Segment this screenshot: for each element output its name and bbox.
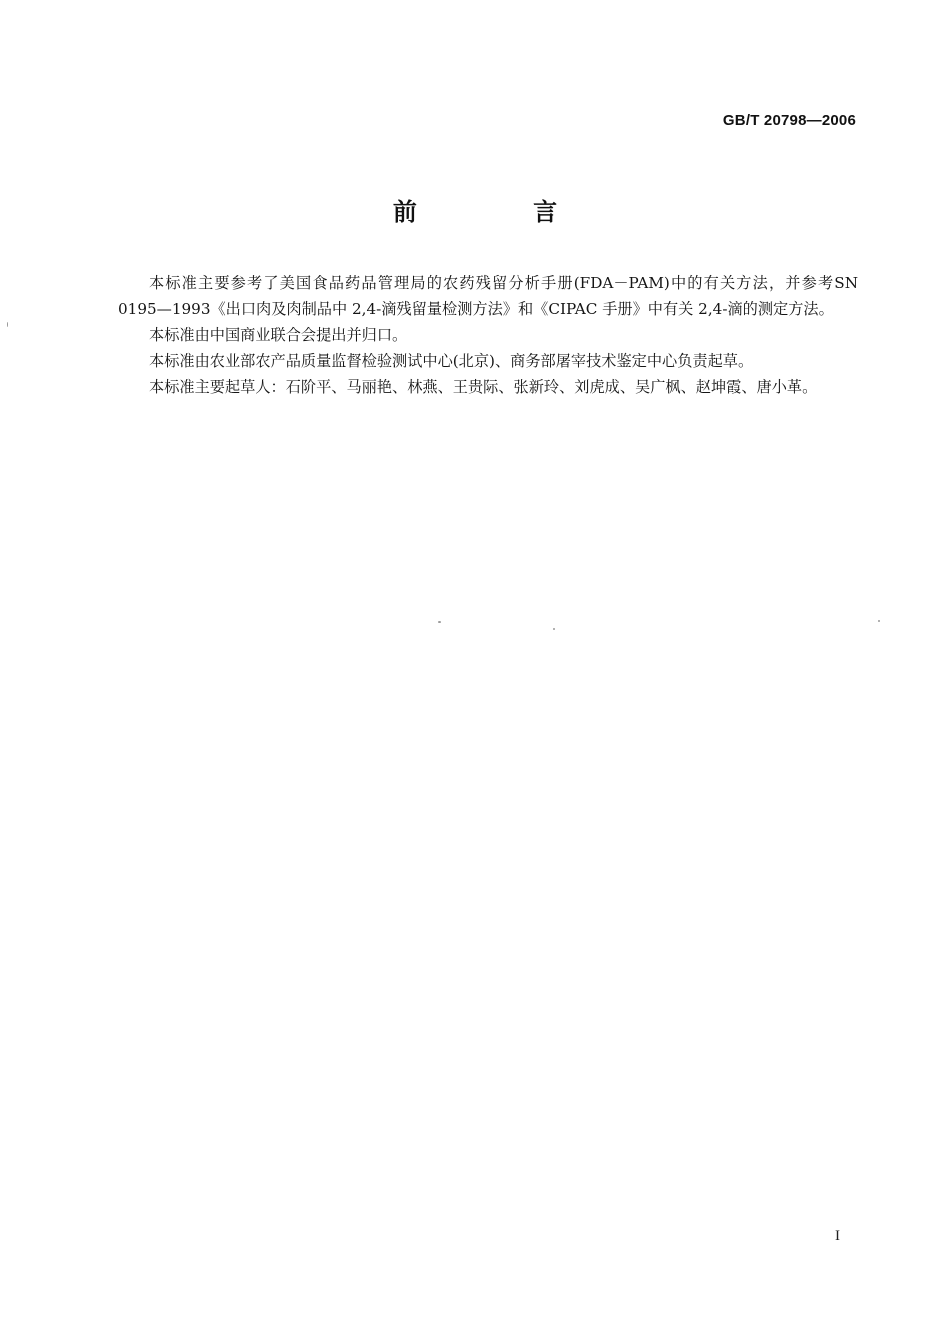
paragraph-drafting-units: 本标准由农业部农产品质量监督检验测试中心(北京)、商务部屠宰技术鉴定中心负责起草。: [149, 352, 754, 370]
paragraph-references: 本标准主要参考了美国食品药品管理局的农药残留分析手册(FDA－PAM)中的有关方法，并参考SN 0195—1993《出口肉及肉制品中 2,4-滴残留量检测方法》和《CIPAC 手册》中有关 2,4-滴的测定方法。: [118, 274, 858, 318]
page-title: 前 言: [392, 198, 612, 226]
scan-speck: [7, 322, 8, 327]
paragraph-drafters: 本标准主要起草人：石阶平、马丽艳、林燕、王贵际、张新玲、刘虎成、吴广枫、赵坤霞、唐小革。: [149, 378, 818, 396]
page-number: I: [835, 1228, 840, 1244]
paragraph-proposer: 本标准由中国商业联合会提出并归口。: [149, 326, 408, 344]
standard-number: GB/T 20798—2006: [722, 112, 856, 129]
scan-speck: [438, 621, 441, 623]
scan-speck: [553, 628, 555, 630]
scan-speck: [878, 620, 880, 622]
foreword-body: [118, 270, 858, 400]
